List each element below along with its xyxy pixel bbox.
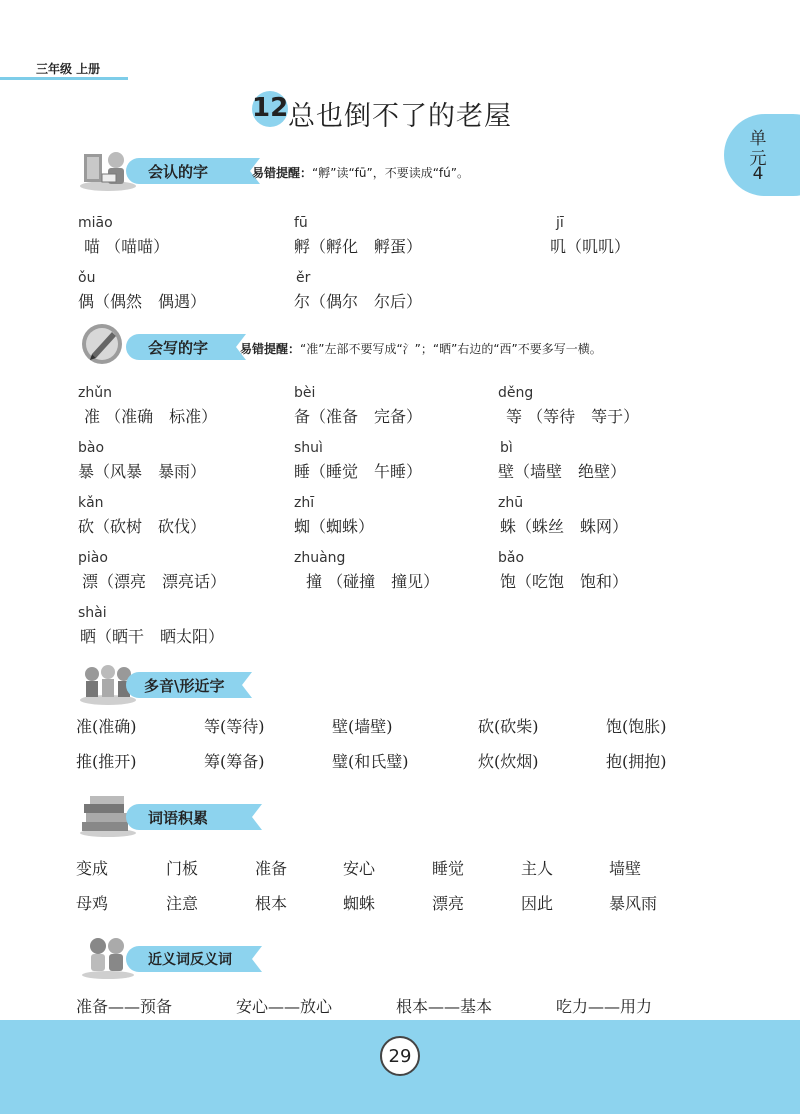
synonym-pair: 吃力——用力	[556, 997, 653, 1016]
vocabulary-word: 注意	[166, 894, 199, 913]
unit-label-1: 单	[749, 129, 767, 149]
write-banner	[78, 332, 242, 362]
write-char: 晒（晒干 晒太阳）	[80, 627, 225, 646]
write-pinyin: bào	[78, 440, 105, 456]
write-char: 蛛（蛛丝 蛛网）	[500, 517, 629, 536]
write-char: 睡（睡觉 午睡）	[294, 462, 423, 481]
write-tip-text: “准”左部不要写成“氵”；“晒”右边的“西”不要多写一横。	[300, 342, 602, 356]
vocabulary-word: 母鸡	[76, 894, 109, 913]
write-heading: 会写的字	[148, 339, 209, 357]
synonym-pair: 安心——放心	[236, 997, 333, 1016]
write-pinyin: zhǔn	[78, 385, 112, 401]
write-tip	[240, 340, 602, 357]
write-char: 蜘（蜘蛛）	[294, 517, 375, 536]
recognize-heading: 会认的字	[148, 163, 209, 181]
write-char: 砍（砍树 砍伐）	[78, 517, 207, 536]
recognize-char: 孵（孵化 孵蛋）	[294, 237, 423, 256]
recognize-banner	[78, 156, 258, 186]
recognize-char: 喵 （喵喵）	[84, 237, 170, 256]
polyphonic-word: 推(推开)	[76, 752, 137, 771]
polyphonic-word: 筹(筹备)	[204, 752, 265, 771]
vocabulary-word: 根本	[255, 894, 288, 913]
write-pinyin: bǎo	[498, 550, 525, 566]
polyphonic-banner	[78, 670, 248, 700]
vocabulary-word: 安心	[343, 859, 376, 878]
recognize-tip-label: 易错提醒：	[252, 166, 313, 180]
write-char: 饱（吃饱 饱和）	[500, 572, 629, 591]
recognize-pinyin: fū	[294, 215, 308, 231]
synonyms-heading: 近义词反义词	[148, 952, 232, 968]
recognize-char: 偶（偶然 偶遇）	[78, 292, 207, 311]
recognize-pinyin: ǒu	[78, 270, 96, 286]
lesson-number: 12	[252, 93, 289, 123]
write-char: 暴（风暴 暴雨）	[78, 462, 207, 481]
synonym-pair: 根本——基本	[396, 997, 493, 1016]
recognize-tip-text: “孵”读“fū”，不要读成“fú”。	[312, 166, 469, 180]
page-number-badge	[380, 1036, 420, 1076]
vocabulary-word: 漂亮	[432, 894, 465, 913]
write-pinyin: bèi	[294, 385, 316, 401]
write-char: 等 （等待 等于）	[506, 407, 640, 426]
polyphonic-word: 炊(炊烟)	[478, 752, 539, 771]
polyphonic-word: 璧(和氏璧)	[332, 752, 409, 771]
polyphonic-word: 砍(砍柴)	[478, 717, 539, 736]
vocabulary-word: 因此	[521, 894, 554, 913]
vocabulary-word: 变成	[76, 859, 109, 878]
recognize-tip	[252, 164, 469, 181]
vocabulary-word: 墙壁	[609, 859, 642, 878]
write-pinyin: děng	[498, 385, 534, 401]
vocabulary-word: 主人	[521, 859, 554, 878]
polyphonic-word: 壁(墙壁)	[332, 717, 393, 736]
lesson-number-badge	[252, 91, 288, 127]
vocabulary-banner	[78, 802, 254, 832]
write-tip-label: 易错提醒：	[240, 342, 301, 356]
write-pinyin: zhuàng	[294, 550, 346, 566]
recognize-pinyin: ěr	[296, 270, 311, 286]
polyphonic-word: 准(准确)	[76, 717, 137, 736]
vocabulary-word: 准备	[255, 859, 288, 878]
write-char: 壁（墙壁 绝壁）	[498, 462, 627, 481]
vocabulary-heading: 词语积累	[148, 809, 209, 827]
vocabulary-word: 门板	[166, 859, 199, 878]
vocabulary-word: 睡觉	[432, 859, 465, 878]
vocabulary-word: 蜘蛛	[343, 894, 376, 913]
vocabulary-word: 暴风雨	[609, 894, 658, 913]
write-pinyin: piào	[78, 550, 108, 566]
grade-label: 三年级 上册	[36, 62, 101, 76]
write-char: 撞 （碰撞 撞见）	[306, 572, 440, 591]
lesson-title: 总也倒不了的老屋	[288, 101, 512, 132]
page-number: 29	[388, 1046, 412, 1067]
unit-tab	[724, 114, 800, 196]
polyphonic-word: 抱(拥抱)	[606, 752, 667, 771]
write-pinyin: shuì	[294, 440, 323, 456]
recognize-pinyin: miāo	[78, 215, 113, 231]
polyphonic-word: 饱(饱胀)	[606, 717, 667, 736]
unit-label-2: 元	[749, 149, 767, 169]
write-pinyin: zhī	[294, 495, 315, 511]
polyphonic-heading: 多音\形近字	[144, 677, 225, 695]
write-char: 漂（漂亮 漂亮话）	[82, 572, 227, 591]
recognize-pinyin: jī	[556, 215, 564, 231]
write-pinyin: kǎn	[78, 495, 104, 511]
write-char: 备（准备 完备）	[294, 407, 423, 426]
unit-number: 4	[752, 164, 764, 184]
polyphonic-word: 等(等待)	[204, 717, 265, 736]
recognize-char: 尔（偶尔 尔后）	[294, 292, 423, 311]
write-pinyin: shài	[78, 605, 107, 621]
write-char: 准 （准确 标准）	[84, 407, 218, 426]
header-divider	[0, 77, 128, 80]
synonym-pair: 准备——预备	[76, 997, 173, 1016]
synonyms-banner	[78, 944, 254, 974]
write-pinyin: bì	[500, 440, 513, 456]
write-pinyin: zhū	[498, 495, 524, 511]
recognize-char: 叽（叽叽）	[550, 237, 631, 256]
